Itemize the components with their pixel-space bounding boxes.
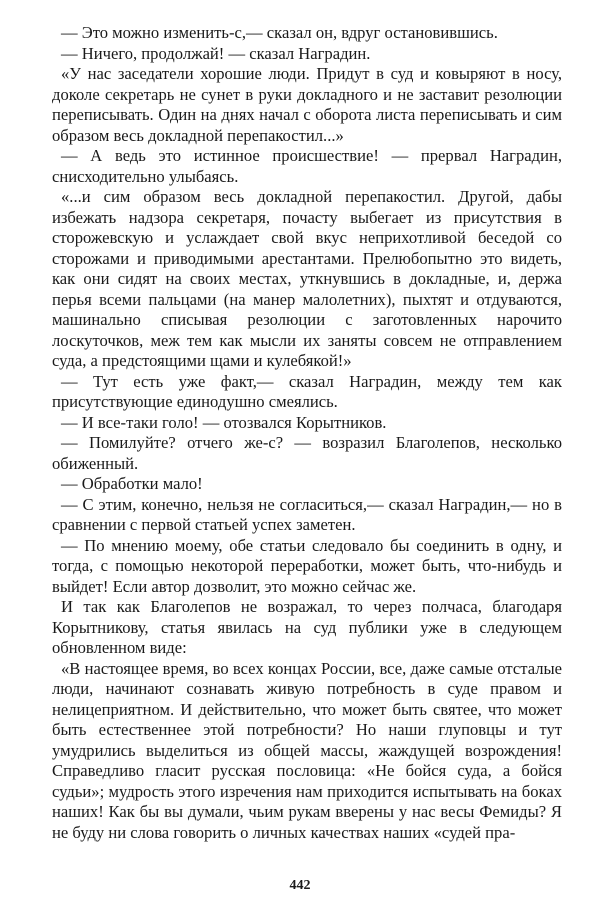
- page-number: 442: [289, 878, 311, 893]
- paragraph-11: — По мнению моему, обе статьи следовало бы соединить в одну, и тогда, с помощью некоторой переработки, может быть, что-нибудь и выйдет! Если автор дозволит, это можно сейчас же.: [52, 535, 562, 596]
- paragraph-2: — Ничего, продолжай! — сказал Наградин.: [61, 43, 371, 63]
- paragraph-5: «...и сим образом весь докладной перепакостил. Другой, дабы избежать надзора секретаря, почасту выбегает из присутствия в сторожевскую и услаждает свой вкус неприхотливой беседой со сторожами и приводимыми арестантами. Прелюбопытно это видеть, как они сидят на своих местах, уткнувшись в докладные, и, держа перья всеми пальцами (на манер малолетних), пыхтят и отдуваются, машинально списывая резолюции с заготовленных нарочито лоскуточков, меж тем как мысли их заняты совсем не отправлением суда, а предстоящими щами и кулебякой!»: [52, 187, 562, 370]
- paragraph-4: — А ведь это истинное происшествие! — прервал Наградин, снисходительно улыбаясь.: [52, 146, 562, 186]
- paragraph-10: — С этим, конечно, нельзя не согласиться,— сказал Наградин,— но в сравнении с первой статьей успех заметен.: [52, 494, 562, 534]
- paragraph-8: — Помилуйте? отчего же-с? — возразил Благолепов, несколько обиженный.: [52, 433, 562, 473]
- paragraph-12: И так как Благолепов не возражал, то через полчаса, благодаря Корытникову, статья явилась на суд публики уже в следующем обновленном виде:: [52, 597, 562, 657]
- paragraph-3: «У нас заседатели хорошие люди. Придут в суд и ковыряют в носу, доколе секретарь не сунет в руки докладного и не заставит резолюции переписывать. Один на днях начал с оборота листа переписывать и сим образом весь докладной перепакостил...»: [52, 64, 562, 145]
- paragraph-7: — И все-таки голо! — отозвался Корытников.: [61, 412, 387, 432]
- paragraph-1: — Это можно изменить-с,— сказал он, вдруг остановившись.: [61, 23, 498, 42]
- body-text: [52, 23, 562, 843]
- paragraph-6: — Тут есть уже факт,— сказал Наградин, между тем как присутствующие единодушно смеялись.: [52, 371, 562, 411]
- paragraph-9: — Обработки мало!: [61, 474, 203, 493]
- paragraph-13: «В настоящее время, во всех концах России, все, даже самые отсталые люди, начинают сознавать живую потребность в суде правом и нелицеприятном. И действительно, что может быть святее, что может быть естественнее этой потребности? Но наши глуповцы и тут умудрились выделиться из общей массы, жаждущей возрождения! Справедливо гласит русская пословица: «Не бойся суда, а бойся судьи»; мудрость этого изречения нам приходится испытывать на боках наших! Как бы вы думали, чьим рукам вверены у нас весы Фемиды? Я не буду ни слова говорить о личных качествах наших «судей пра-: [52, 658, 562, 842]
